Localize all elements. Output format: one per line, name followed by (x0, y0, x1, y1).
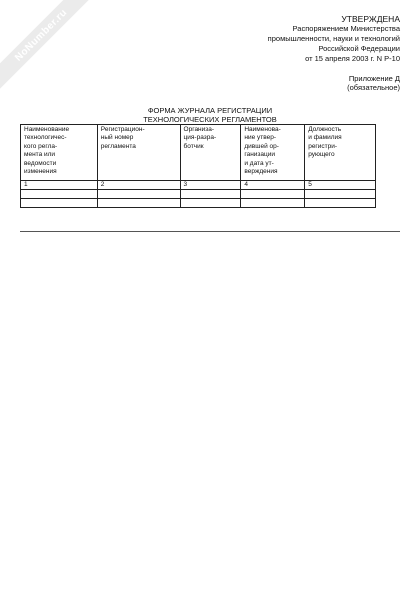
table-cell (97, 199, 180, 208)
header-cell-approving-org: Наименова- ние утвер- дившей ор- ганизации и дата ут- верждения (241, 125, 305, 181)
approval-heading: УТВЕРЖДЕНА (341, 14, 400, 24)
table-cell (21, 190, 98, 199)
column-number: 4 (241, 181, 305, 190)
approval-line: Распоряжением Министерства (292, 24, 400, 33)
table-empty-row (21, 199, 376, 208)
table-number-row (21, 181, 376, 190)
header-cell-regulation-name: Наименование технологичес- кого регла- мента или ведомости изменения (21, 125, 98, 181)
form-title-line: ТЕХНОЛОГИЧЕСКИХ РЕГЛАМЕНТОВ (143, 115, 277, 124)
table-cell (180, 199, 241, 208)
table-cell (21, 199, 98, 208)
approval-block (268, 14, 400, 64)
header-cell-registrar: Должность и фамилия регистри- рующего (305, 125, 376, 181)
appendix-label: Приложение Д (348, 74, 400, 83)
table-cell (305, 199, 376, 208)
table-cell (241, 190, 305, 199)
watermark-ribbon (0, 0, 100, 94)
table-empty-row (21, 190, 376, 199)
approval-line: от 15 апреля 2003 г. N Р-10 (305, 54, 400, 63)
table-cell (180, 190, 241, 199)
table-cell (241, 199, 305, 208)
appendix-block (347, 74, 400, 92)
registration-journal-table (20, 124, 376, 208)
column-number: 1 (21, 181, 98, 190)
approval-line: Российской Федерации (318, 44, 400, 53)
column-number: 2 (97, 181, 180, 190)
column-number: 5 (305, 181, 376, 190)
table-header-row (21, 125, 376, 181)
table-cell (305, 190, 376, 199)
appendix-note: (обязательное) (347, 83, 400, 92)
column-number: 3 (180, 181, 241, 190)
table-cell (97, 190, 180, 199)
form-title-line: ФОРМА ЖУРНАЛА РЕГИСТРАЦИИ (147, 106, 273, 115)
header-cell-developer-org: Организа- ция-разра- ботчик (180, 125, 241, 181)
approval-line: промышленности, науки и технологий (267, 34, 400, 43)
form-title (0, 106, 420, 124)
header-cell-registration-number: Регистрацион- ный номер регламента (97, 125, 180, 181)
page-separator-line (20, 231, 400, 232)
watermark-text: NoNumber.ru (12, 6, 70, 64)
